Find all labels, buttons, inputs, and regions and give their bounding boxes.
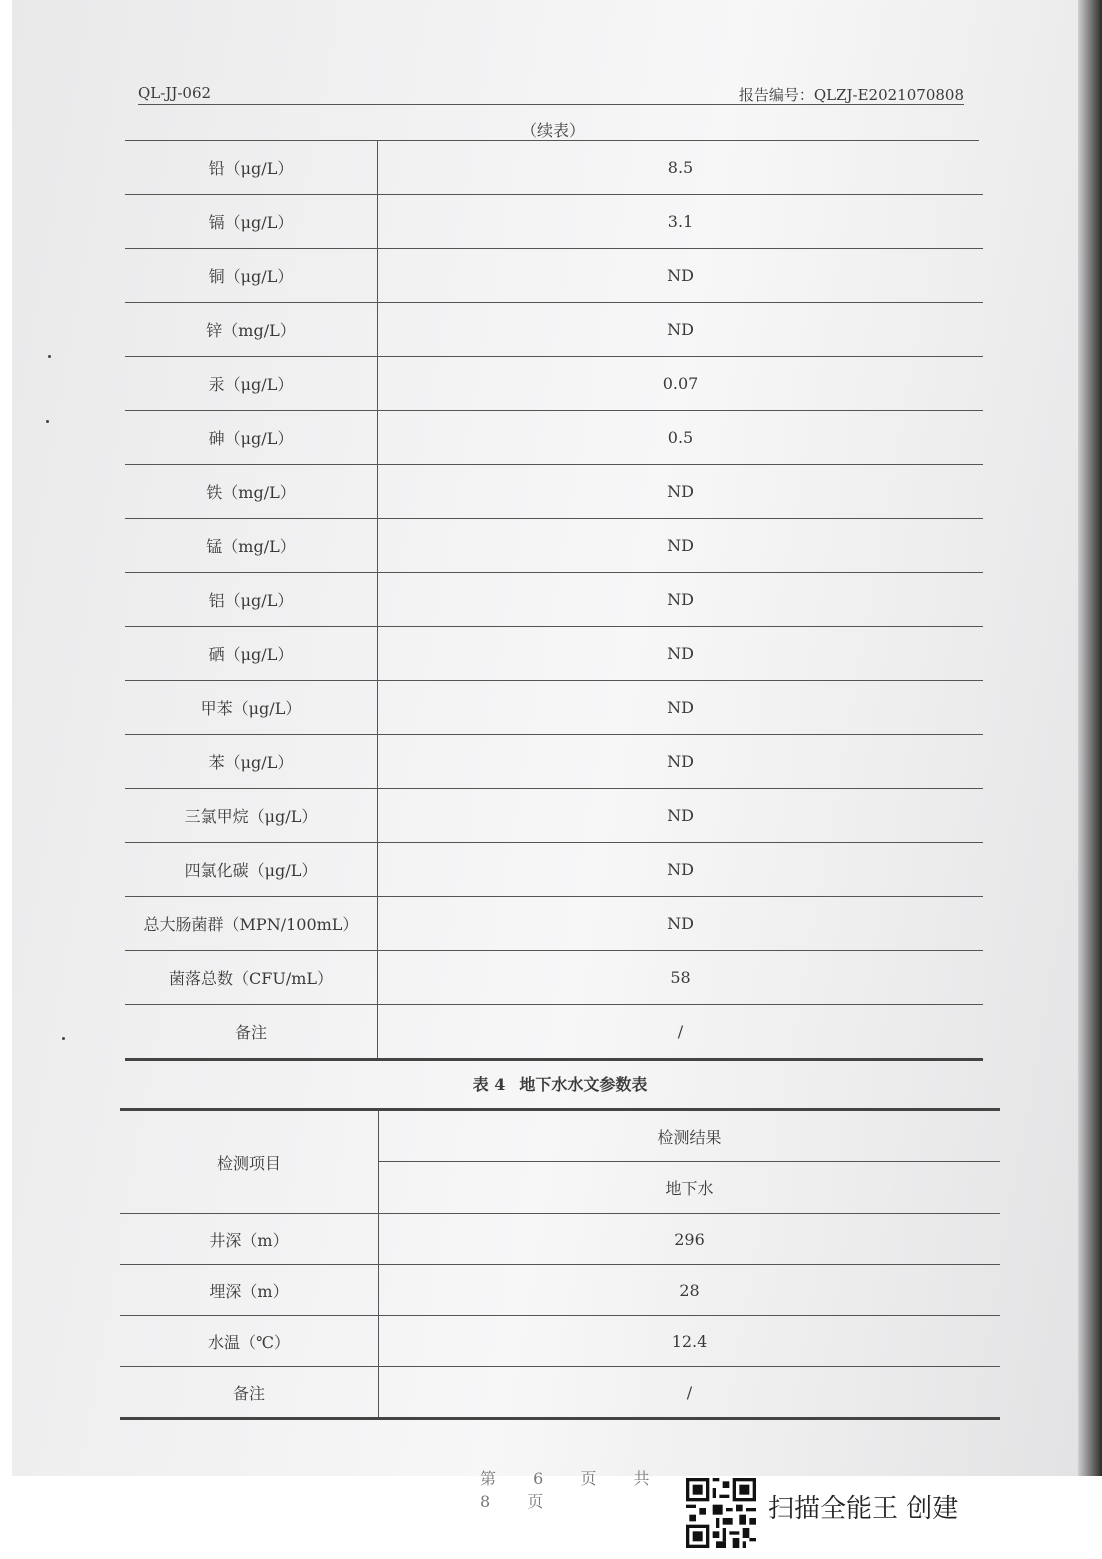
table-header [120, 1111, 1000, 1214]
value-cell: ND [667, 590, 694, 609]
table-row [125, 681, 983, 735]
table-row [125, 411, 983, 465]
table-row [125, 735, 983, 789]
report-number: 报告编号：QLZJ-E2021070808 [738, 86, 964, 104]
value-cell: ND [667, 860, 694, 879]
item-cell: 锰（mg/L） [125, 519, 378, 572]
value-cell: 28 [679, 1280, 700, 1300]
table-row [120, 1367, 1000, 1420]
table4-name: 地下水水文参数表 [519, 1075, 648, 1094]
value-cell: ND [667, 644, 694, 663]
value-cell: ND [667, 266, 694, 285]
qr-code-icon [686, 1478, 756, 1548]
value-cell: 8.5 [667, 158, 694, 177]
item-cell: 铅（μg/L） [125, 141, 378, 194]
table4-title [125, 1072, 995, 1095]
scanner-watermark [686, 1478, 986, 1548]
item-cell: 硒（μg/L） [125, 627, 378, 680]
table-row [125, 573, 983, 627]
page-footer: 第 6 页 共 8 页 [480, 1469, 666, 1511]
table-row [125, 789, 983, 843]
value-cell: ND [667, 752, 694, 771]
item-cell: 铝（μg/L） [125, 573, 378, 626]
table-row [125, 1005, 983, 1061]
item-cell: 铜（μg/L） [125, 249, 378, 302]
value-cell: 58 [670, 968, 691, 987]
value-cell: 12.4 [671, 1331, 708, 1351]
item-cell: 铁（mg/L） [125, 465, 378, 518]
hydro-params-table [120, 1108, 1000, 1420]
header-result-cell: 检测结果 [379, 1111, 1000, 1162]
table-row [125, 141, 983, 195]
value-cell: 0.5 [667, 428, 694, 447]
table-row [125, 519, 983, 573]
table-row [125, 951, 983, 1005]
table-row [125, 465, 983, 519]
table-row [125, 627, 983, 681]
value-cell: 296 [674, 1229, 705, 1249]
value-cell: ND [667, 320, 694, 339]
continued-table-caption: （续表） [520, 121, 585, 140]
table-row [125, 897, 983, 951]
page-edge-shadow [1078, 0, 1102, 1476]
scanner-brand-text: 扫描全能王 创建 [768, 1494, 959, 1524]
value-cell: ND [667, 806, 694, 825]
item-cell: 备注 [120, 1367, 379, 1417]
item-cell: 汞（μg/L） [125, 357, 378, 410]
scan-speck [46, 420, 49, 423]
table4-body [120, 1214, 1000, 1420]
item-cell: 备注 [125, 1005, 378, 1058]
item-cell: 锌（mg/L） [125, 303, 378, 356]
scan-speck [48, 355, 51, 358]
table-row [125, 303, 983, 357]
table-row [125, 249, 983, 303]
item-cell: 甲苯（μg/L） [125, 681, 378, 734]
table-row [120, 1214, 1000, 1265]
item-cell: 菌落总数（CFU/mL） [125, 951, 378, 1004]
value-cell: 3.1 [667, 212, 694, 231]
value-cell: / [677, 1022, 684, 1041]
value-cell: 0.07 [662, 374, 699, 393]
value-cell: ND [667, 914, 694, 933]
report-header [138, 84, 964, 105]
table-row [120, 1316, 1000, 1367]
table-row [125, 843, 983, 897]
form-code: QL-JJ-062 [138, 84, 212, 102]
item-cell: 砷（μg/L） [125, 411, 378, 464]
item-cell: 总大肠菌群（MPN/100mL） [125, 897, 378, 950]
item-cell: 四氯化碳（μg/L） [125, 843, 378, 896]
header-item-cell: 检测项目 [120, 1111, 379, 1213]
item-cell: 井深（m） [120, 1214, 379, 1264]
item-cell: 埋深（m） [120, 1265, 379, 1315]
results-table-continued [125, 141, 983, 1061]
table-row [125, 195, 983, 249]
table-row [120, 1265, 1000, 1316]
value-cell: ND [667, 698, 694, 717]
table-row [125, 357, 983, 411]
scan-speck [62, 1037, 65, 1040]
item-cell: 三氯甲烷（μg/L） [125, 789, 378, 842]
value-cell: / [686, 1382, 693, 1402]
item-cell: 镉（μg/L） [125, 195, 378, 248]
header-sub-cell: 地下水 [665, 1179, 714, 1198]
value-cell: ND [667, 536, 694, 555]
value-cell: ND [667, 482, 694, 501]
item-cell: 水温（℃） [120, 1316, 379, 1366]
table4-number: 表 4 [472, 1075, 506, 1094]
item-cell: 苯（μg/L） [125, 735, 378, 788]
